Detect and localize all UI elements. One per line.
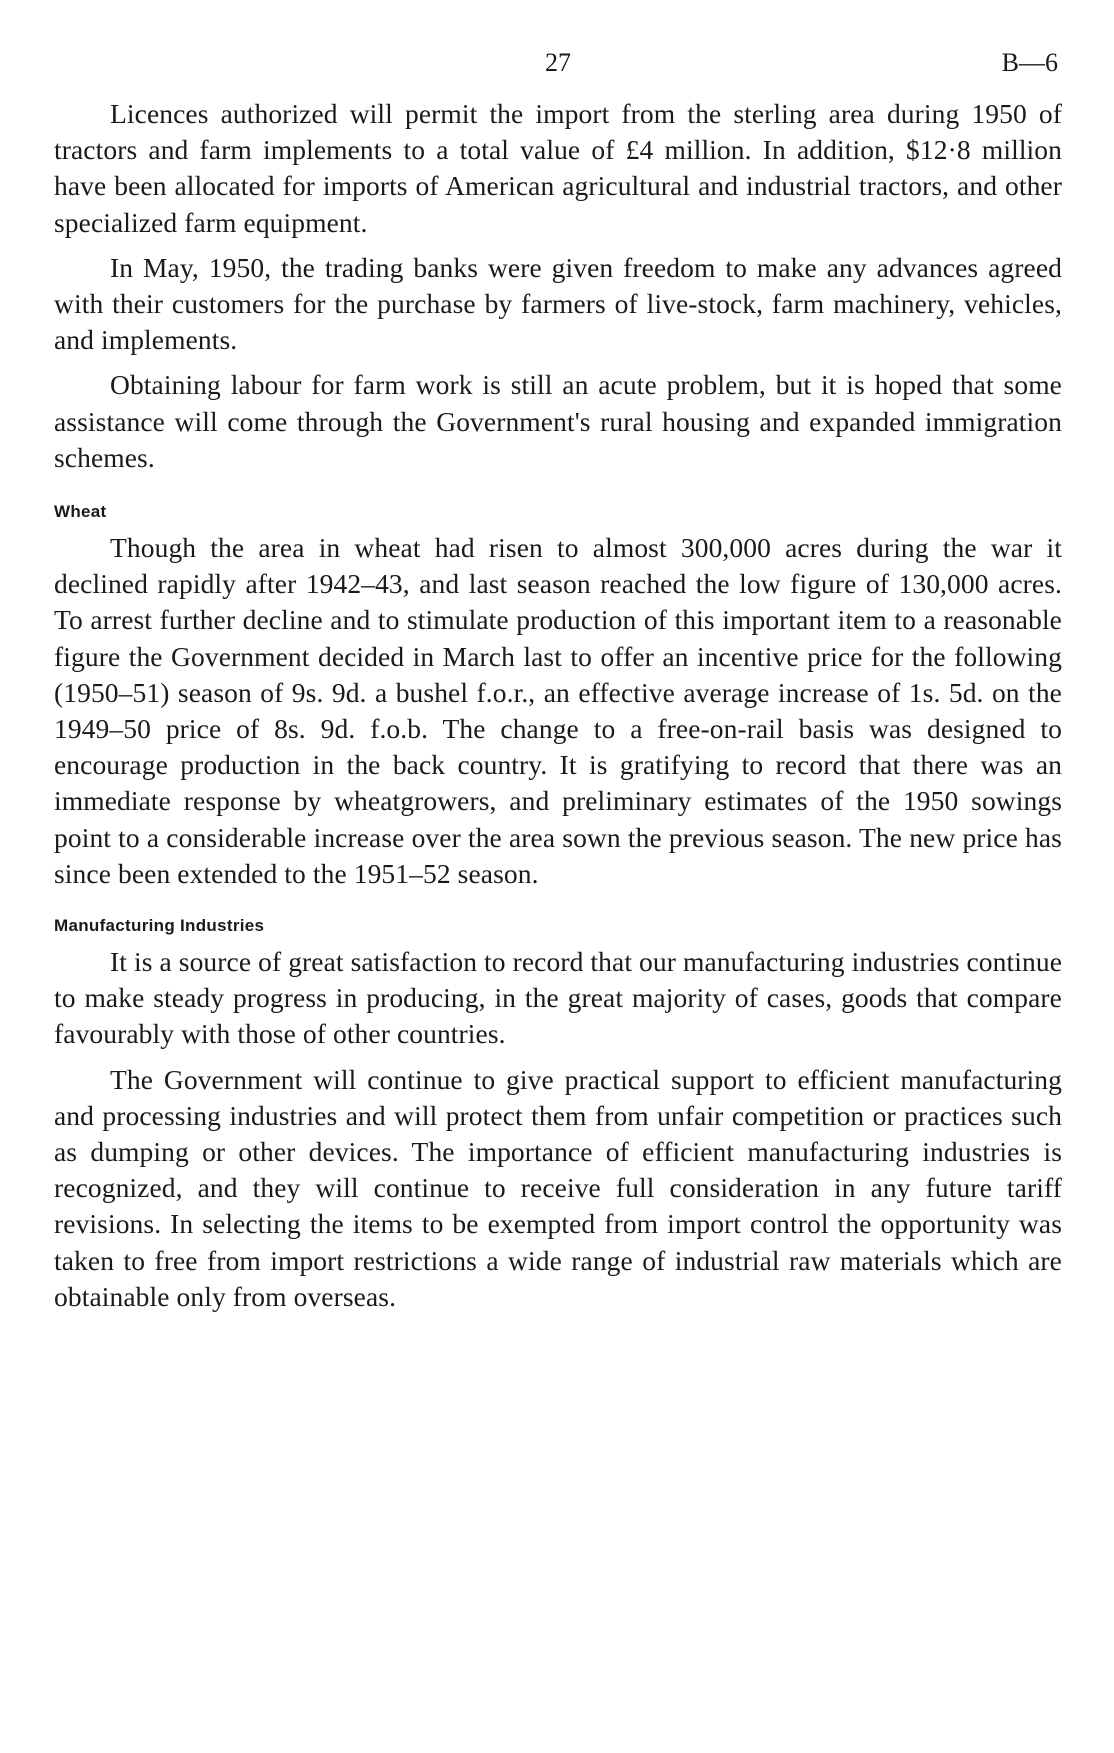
wheat-section: [54, 502, 1062, 892]
manufacturing-section: [54, 916, 1062, 1315]
paragraph-licences: Licences authorized will permit the import from the sterling area during 1950 of tractors and farm implements to a total value of £4 million. In addition, $12·8 million have been allocated for imports of American agricultural and industrial tractors, and other specialized farm equipment.: [54, 98, 1062, 238]
document-reference: B—6: [1001, 48, 1058, 77]
section-heading-wheat: Wheat: [54, 502, 107, 522]
paragraph-trading-banks: In May, 1950, the trading banks were given freedom to make any advances agreed with their customers for the purchase by farmers of live-stock, farm machinery, vehicles, and implements.: [54, 251, 1062, 356]
paragraph-government-support: The Government will continue to give practical support to efficient manufacturing and processing industries and will protect them from unfair competition or practices such as dumping or other devices. The importance of efficient manufacturing industries is recognized, and they will continue to receive full consideration in any future tariff revisions. In selecting the items to be exempted from import control the opportunity was taken to free from import restrictions a wide range of industrial raw materials which are obtainable only from overseas.: [54, 1063, 1062, 1312]
page-number: 27: [545, 48, 571, 77]
page-header: [54, 48, 1062, 96]
paragraph-farm-labour: Obtaining labour for farm work is still an acute problem, but it is hoped that some assistance will come through the Government's rural housing and expanded immigration schemes.: [54, 369, 1062, 473]
paragraph-manufacturing-progress: It is a source of great satisfaction to record that our manufacturing industries continue to make steady progress in producing, in the great majority of cases, goods that compare favourably with those of other countries.: [54, 946, 1062, 1050]
document-page: [54, 48, 1062, 1324]
intro-section: [54, 96, 1062, 476]
section-heading-manufacturing: Manufacturing Industries: [54, 916, 265, 936]
paragraph-wheat: Though the area in wheat had risen to almost 300,000 acres during the war it declined rapidly after 1942–43, and last season reached the low figure of 130,000 acres. To arrest further decline and to stimulate production of this important item to a reasonable figure the Government decided in March last to offer an incentive price for the following (1950–51) season of 9s. 9d. a bushel f.o.r., an effective average increase of 1s. 5d. on the 1949–50 price of 8s. 9d. f.o.b. The change to a free-on-rail basis was designed to encourage production in the back country. It is gratifying to record that there was an immediate response by wheatgrowers, and preliminary estimates of the 1950 sowings point to a considerable increase over the area sown the previous season. The new price has since been extended to the 1951–52 season.: [54, 532, 1062, 889]
